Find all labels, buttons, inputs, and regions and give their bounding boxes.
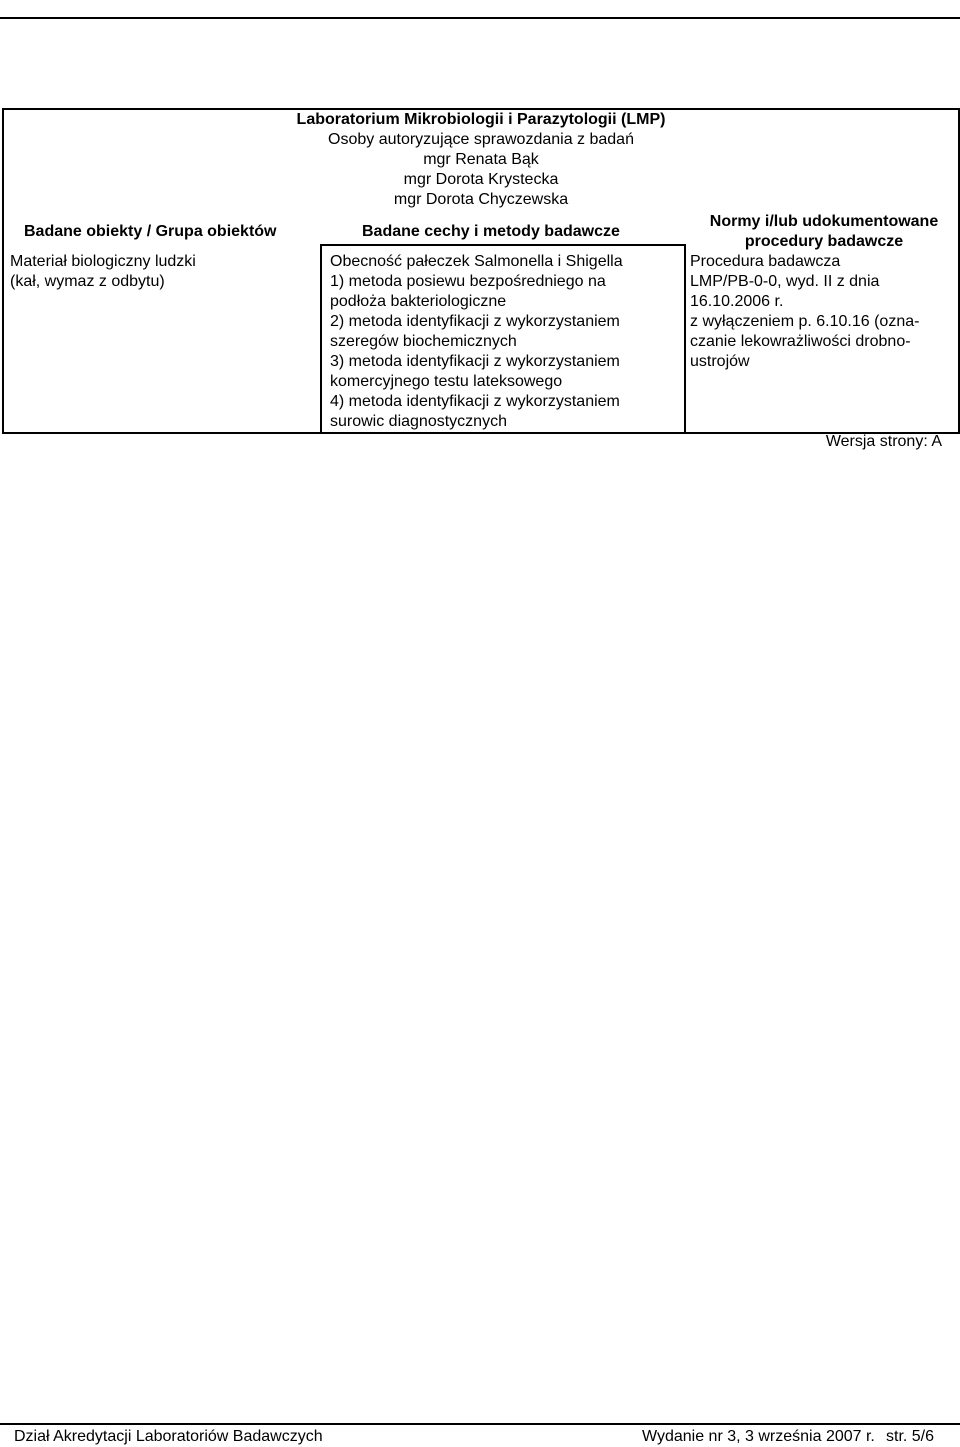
method-line: 1) metoda posiewu bezpośredniego na <box>330 273 606 290</box>
column-divider-2 <box>684 244 686 432</box>
page-header <box>0 0 960 17</box>
page-version: Wersja strony: A <box>825 433 942 450</box>
header-divider <box>0 17 960 19</box>
norm-line: ustrojów <box>690 353 750 370</box>
methods-header-underline <box>322 244 686 246</box>
object-line: (kał, wymaz z odbytu) <box>10 273 165 290</box>
norm-line: LMP/PB-0-0, wyd. II z dnia <box>690 273 880 290</box>
method-line: 4) metoda identyfikacji z wykorzystaniem <box>330 393 620 410</box>
method-line: podłoża bakteriologiczne <box>330 293 507 310</box>
methods-cell <box>330 252 623 432</box>
footer-page-number: str. 5/6 <box>886 1428 935 1445</box>
footer-department: Dział Akredytacji Laboratoriów Badawczych <box>14 1428 323 1445</box>
method-line: surowic diagnostycznych <box>330 413 507 430</box>
method-line: Obecność pałeczek Salmonella i Shigella <box>330 253 623 270</box>
footer-divider <box>0 1423 960 1425</box>
column-header-objects: Badane obiekty / Grupa obiektów <box>24 223 277 240</box>
method-line: 3) metoda identyfikacji z wykorzystaniem <box>330 353 620 370</box>
method-line: szeregów biochemicznych <box>330 333 517 350</box>
column-header-norms <box>694 212 954 252</box>
column-divider-1 <box>320 244 322 432</box>
lab-name: Laboratorium Mikrobiologii i Parazytologii (LMP) <box>296 111 666 128</box>
object-line: Materiał biologiczny ludzki <box>10 253 196 270</box>
person-3: mgr Dorota Chyczewska <box>393 191 569 208</box>
norm-line: czanie lekowrażliwości drobno- <box>690 333 911 350</box>
method-line: komercyjnego testu lateksowego <box>330 373 563 390</box>
authorized-label: Osoby autoryzujące sprawozdania z badań <box>328 131 634 148</box>
object-cell <box>10 252 196 292</box>
footer-issue: Wydanie nr 3, 3 września 2007 r. <box>642 1428 875 1445</box>
person-2: mgr Dorota Krystecka <box>403 171 559 188</box>
norms-cell <box>690 252 919 372</box>
accreditation-table <box>2 108 960 434</box>
header-left: PCA <box>0 0 34 16</box>
method-line: 2) metoda identyfikacji z wykorzystaniem <box>330 313 620 330</box>
norms-header-line1: Normy i/lub udokumentowane <box>709 213 939 230</box>
norm-line: Procedura badawcza <box>690 253 841 270</box>
norms-header-line2: procedury badawcze <box>744 233 904 250</box>
norm-line: 16.10.2006 r. <box>690 293 784 310</box>
column-header-methods: Badane cechy i metody badawcze <box>362 223 620 240</box>
lab-title-block <box>4 110 958 210</box>
norm-line: z wyłączeniem p. 6.10.16 (ozna- <box>690 313 920 330</box>
header-right: Zakres akredytacji Nr AB 630 <box>718 0 938 16</box>
person-1: mgr Renata Bąk <box>423 151 539 168</box>
